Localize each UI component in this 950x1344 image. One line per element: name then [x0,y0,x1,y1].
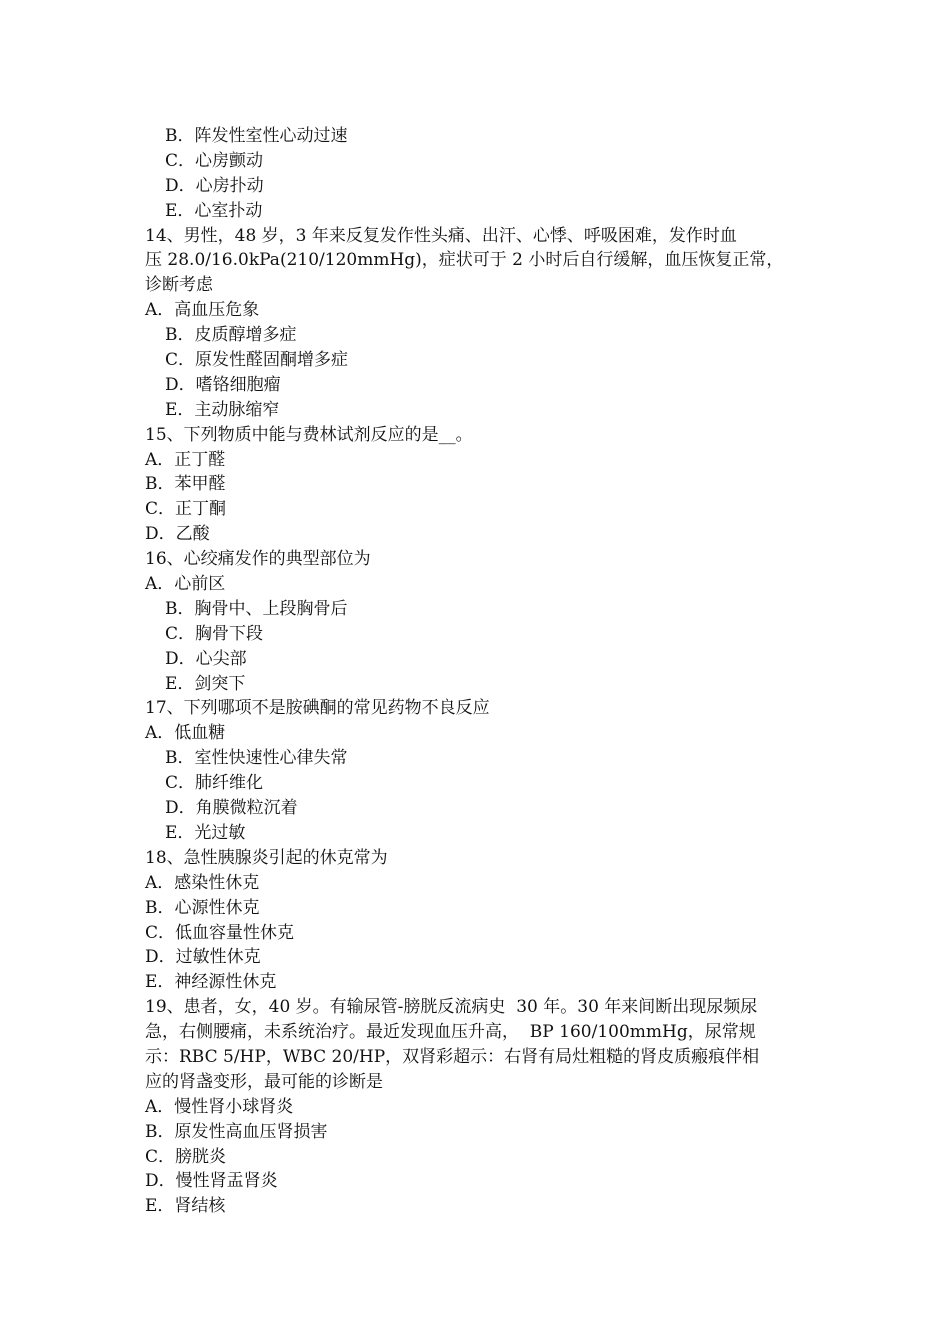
option-line: E．剑突下 [165,673,246,694]
option-line: D．心尖部 [165,648,247,669]
option-line: C．正丁酮 [145,499,227,520]
question-stem-line: 应的肾盏变形，最可能的诊断是 [145,1071,383,1092]
question-stem-line: 急，右侧腰痛，未系统治疗。最近发现血压升高， BP 160/100mmHg，尿常规 [145,1022,756,1043]
question-stem-line: 诊断考虑 [145,275,213,296]
option-line: D．嗜铬细胞瘤 [165,374,281,395]
option-line: A．低血糖 [145,723,226,744]
question-stem-line: 19、患者，女，40 岁。有输尿管-膀胱反流病史 30 年。30 年来间断出现尿频尿 [145,997,758,1018]
option-line: E．神经源性休克 [145,972,277,993]
option-line: D．角膜微粒沉着 [165,798,298,819]
option-line: D．慢性肾盂肾炎 [145,1171,278,1192]
option-line: B．苯甲醛 [145,474,226,495]
question-stem-line: 18、急性胰腺炎引起的休克常为 [145,847,388,868]
option-line: C．胸骨下段 [165,623,264,644]
option-line: E．肾结核 [145,1196,226,1217]
option-line: B．阵发性室性心动过速 [165,126,348,146]
question-stem-line: 示：RBC 5/HP，WBC 20/HP，双肾彩超示：右肾有局灶粗糙的肾皮质瘢痕伴相 [145,1046,760,1067]
question-stem-line: 15、下列物质中能与费林试剂反应的是__。 [145,424,473,445]
option-line: B．原发性高血压肾损害 [145,1121,328,1142]
option-line: D．过敏性休克 [145,947,261,968]
question-stem-line: 14、男性，48 岁，3 年来反复发作性头痛、出汗、心悸、呼吸困难，发作时血 [145,225,737,246]
question-stem-line: 17、下列哪项不是胺碘酮的常见药物不良反应 [145,698,490,719]
option-line: C．低血容量性休克 [145,922,295,943]
option-line: C．肺纤维化 [165,773,264,794]
document-body [145,124,810,1219]
option-line: E．心室扑动 [165,200,263,221]
option-line: E．光过敏 [165,822,246,843]
option-line: C．原发性醛固酮增多症 [165,350,349,371]
option-line: B．胸骨中、上段胸骨后 [165,598,348,619]
option-line: A．高血压危象 [145,300,260,321]
option-line: C．心房颤动 [165,150,264,171]
option-line: B．心源性休克 [145,897,260,918]
option-line: E．主动脉缩窄 [165,399,280,420]
option-line: C．膀胱炎 [145,1146,227,1167]
option-line: D．心房扑动 [165,175,264,196]
question-stem-line: 16、心绞痛发作的典型部位为 [145,549,371,570]
option-line: A．慢性肾小球肾炎 [145,1096,294,1117]
option-line: D．乙酸 [145,524,210,545]
option-line: A．正丁醛 [145,449,226,470]
option-line: A．感染性休克 [145,872,260,893]
option-line: B．皮质醇增多症 [165,325,297,346]
option-line: B．室性快速性心律失常 [165,748,348,769]
question-stem-line: 压 28.0/16.0kPa(210/120mmHg)，症状可于 2 小时后自行缓解，血压恢复正常， [145,250,784,271]
option-line: A．心前区 [145,574,226,595]
